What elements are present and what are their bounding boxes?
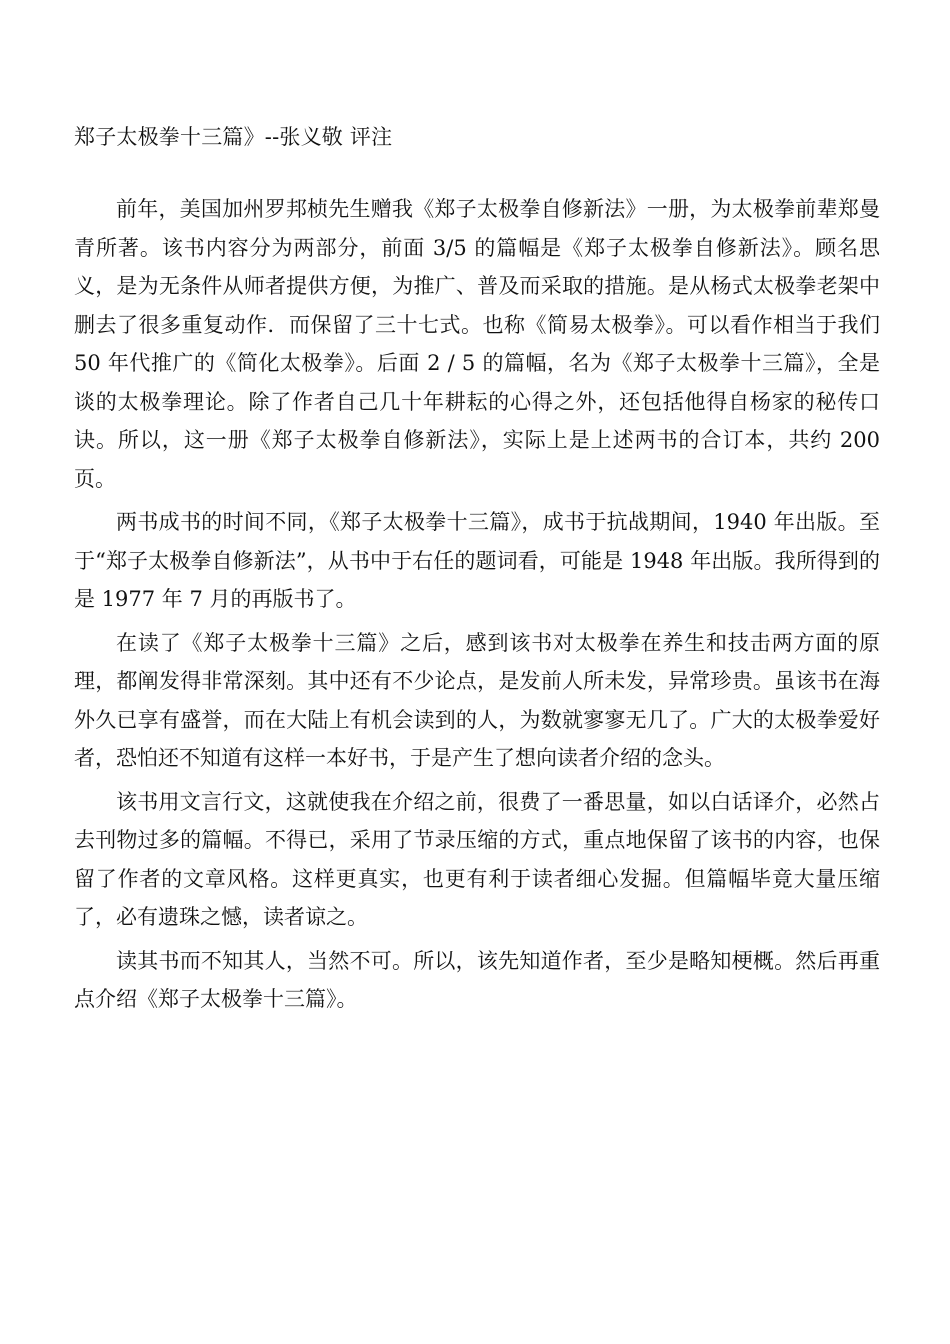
paragraph: 该书用文言行文，这就使我在介绍之前，很费了一番思量，如以白话译介，必然占去刊物过多的篇幅。不得已，采用了节录压缩的方式，重点地保留了该书的内容，也保留了作者的文章风格。这样更真实，也更有利于读者细心发掘。但篇幅毕竟大量压缩了，必有遗珠之憾，读者谅之。 (74, 789, 880, 929)
document-body (74, 190, 880, 1024)
paragraph: 前年，美国加州罗邦桢先生赠我《郑子太极拳自修新法》一册，为太极拳前辈郑曼青所著。该书内容分为两部分，前面 3/5 的篇幅是《郑子太极拳自修新法》。顾名思义，是为无条件从师者提供方便，为推广、普及而采取的措施。是从杨式太极拳老架中删去了很多重复动作．而保留了三十七式。也称《简易太极拳》。可以看作相当于我们 50 年代推广的《简化太极拳》。后面 2 / 5 的篇幅，名为《郑子太极拳十三篇》，全是谈的太极拳理论。除了作者自己几十年耕耘的心得之外，还包括他得自杨家的秘传口诀。所以，这一册《郑子太极拳自修新法》，实际上是上述两书的合订本，共约 200 页。 (74, 197, 880, 491)
paragraph: 读其书而不知其人，当然不可。所以，该先知道作者，至少是略知梗概。然后再重点介绍《郑子太极拳十三篇》。 (74, 948, 880, 1011)
paragraph: 两书成书的时间不同，《郑子太极拳十三篇》，成书于抗战期间，1940 年出版。至于“郑子太极拳自修新法”，从书中于右任的题词看，可能是 1948 年出版。我所得到的是 1977 年 7 月的再版书了。 (74, 510, 880, 611)
document-title: 郑子太极拳十三篇》--张义敬 评注 (74, 125, 393, 149)
paragraph: 在读了《郑子太极拳十三篇》之后，感到该书对太极拳在养生和技击两方面的原理，都阐发得非常深刻。其中还有不少论点，是发前人所未发，异常珍贵。虽该书在海外久已享有盛誉，而在大陆上有机会读到的人，为数就寥寥无几了。广大的太极拳爱好者，恐怕还不知道有这样一本好书，于是产生了想向读者介绍的念头。 (74, 630, 880, 770)
